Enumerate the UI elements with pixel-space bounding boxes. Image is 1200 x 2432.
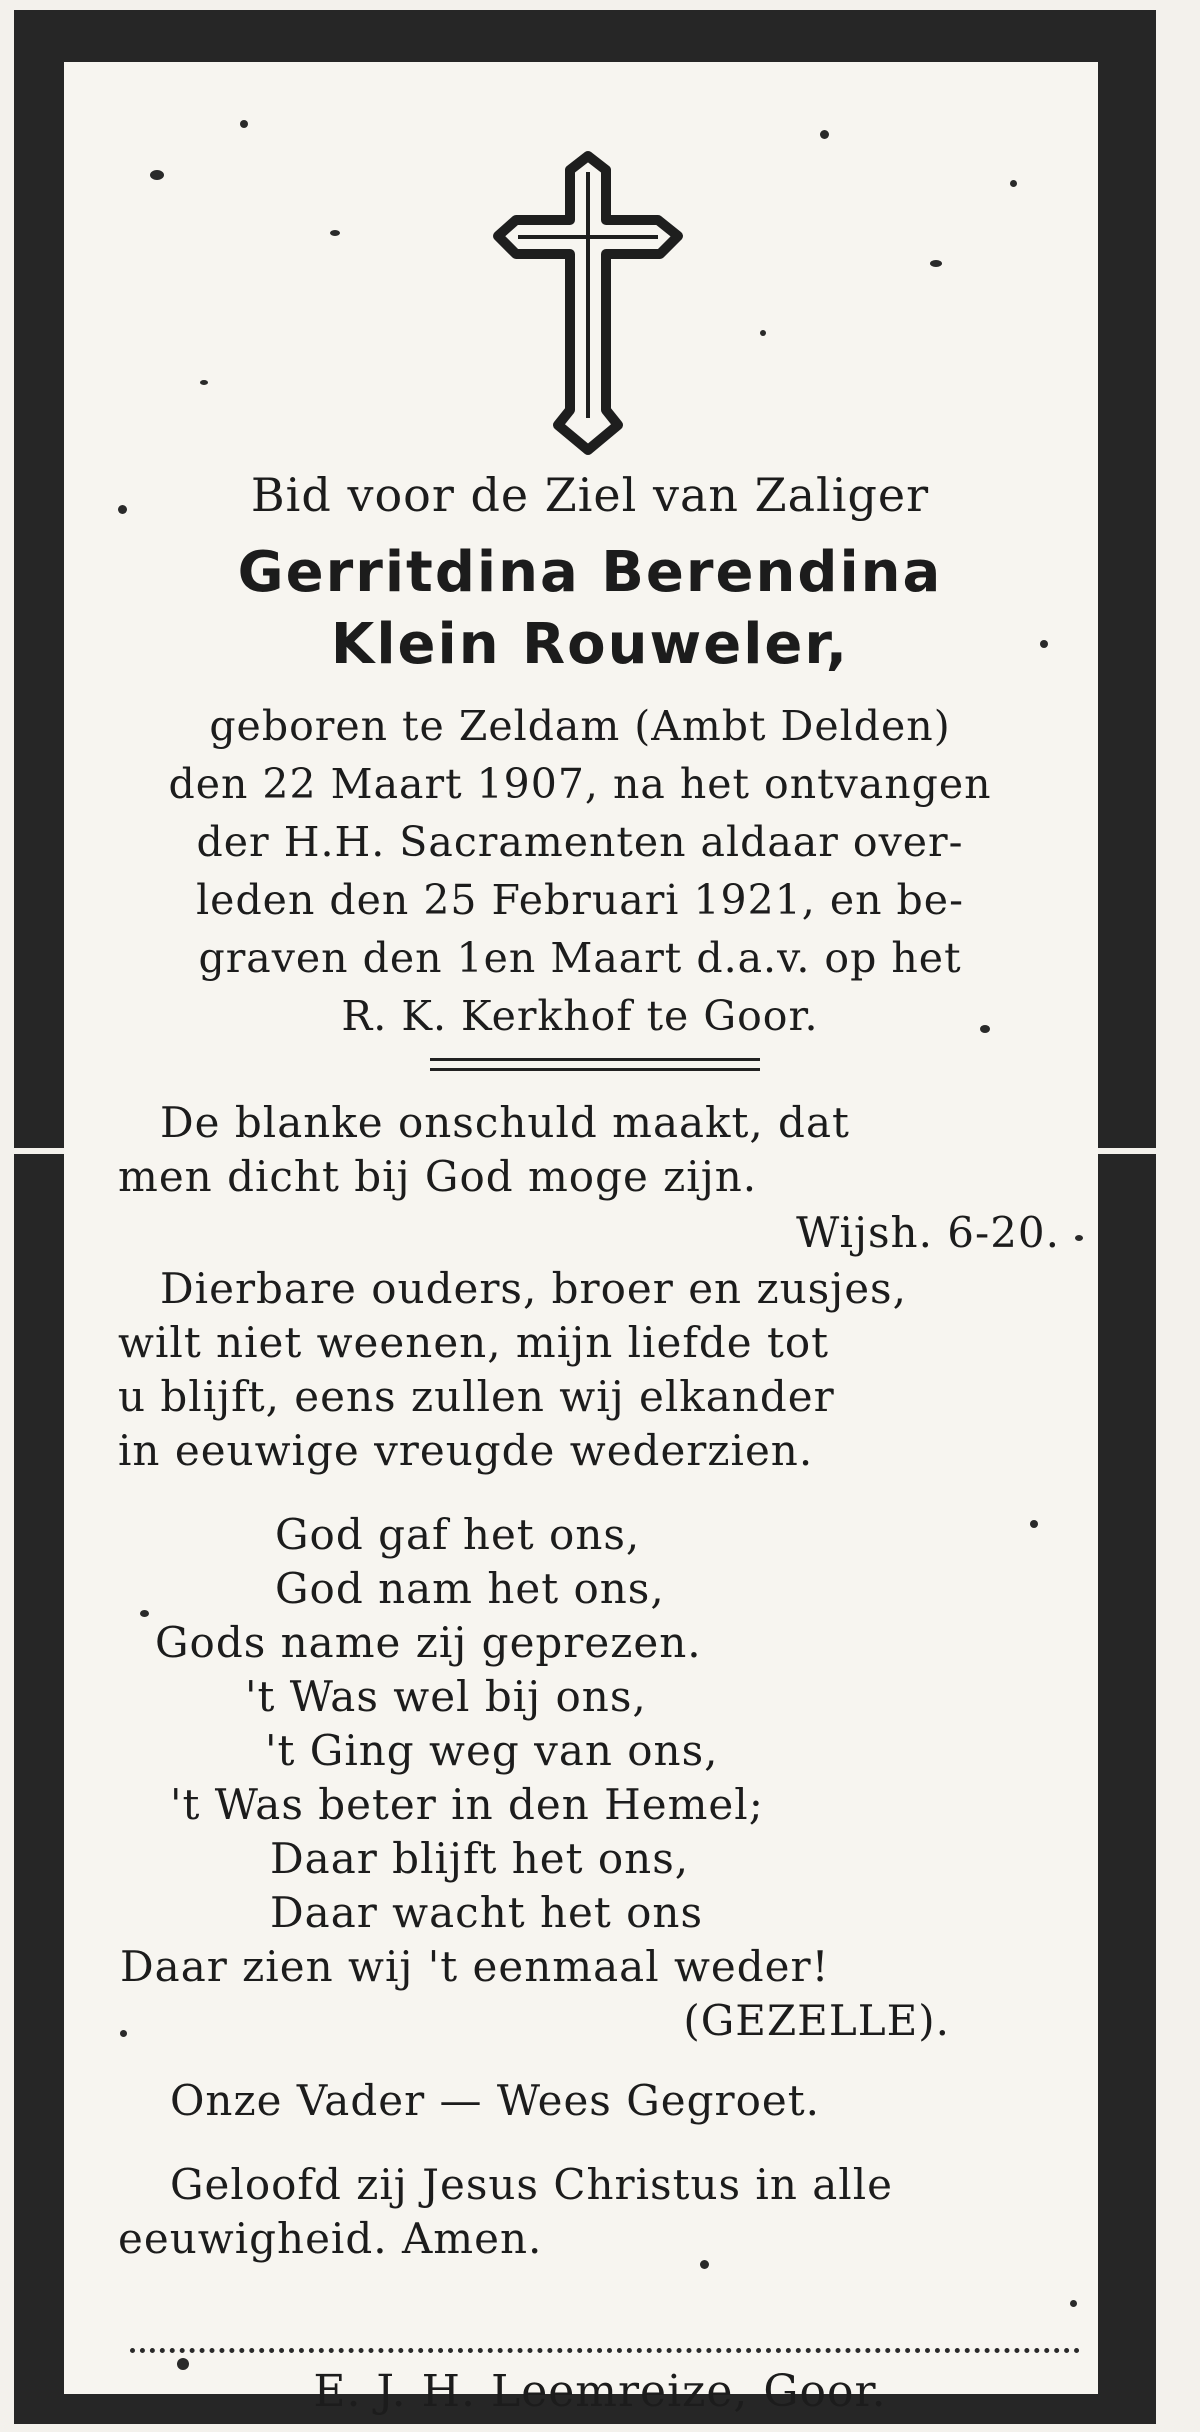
farewell-line: u blijft, eens zullen wij elkander xyxy=(118,1372,835,1421)
poem-author: (GEZELLE). xyxy=(683,1996,950,2045)
farewell-line: wilt niet weenen, mijn liefde tot xyxy=(118,1318,830,1367)
bio-line: geboren te Zeldam (Ambt Delden) xyxy=(209,702,951,750)
bio-line: leden den 25 Februari 1921, en be- xyxy=(196,876,964,924)
closing-line: eeuwigheid. Amen. xyxy=(118,2214,543,2263)
poem-line: Gods name zij geprezen. xyxy=(155,1618,702,1667)
border-crease-left xyxy=(14,1148,64,1154)
poem-line: 't Was wel bij ons, xyxy=(245,1672,647,1721)
poem-line: 't Was beter in den Hemel; xyxy=(170,1780,764,1829)
poem-line: 't Ging weg van ons, xyxy=(265,1726,719,1775)
bio-line: der H.H. Sacramenten aldaar over- xyxy=(196,818,964,866)
poem-line: Daar blijft het ons, xyxy=(270,1834,690,1883)
prayer-line: Onze Vader — Wees Gegroet. xyxy=(170,2076,820,2125)
divider-rule xyxy=(430,1068,760,1071)
mourning-border-top xyxy=(14,10,1156,62)
mourning-border-left xyxy=(14,10,64,2422)
cross-icon xyxy=(478,150,698,460)
bio-line: R. K. Kerkhof te Goor. xyxy=(341,992,819,1040)
bio-line: graven den 1en Maart d.a.v. op het xyxy=(198,934,962,982)
printer-credit: E. J. H. Leemreize, Goor. xyxy=(313,2366,887,2417)
bio-line: den 22 Maart 1907, na het ontvangen xyxy=(168,760,992,808)
verse-reference: Wijsh. 6-20. xyxy=(796,1208,1060,1257)
border-crease-right xyxy=(1098,1148,1156,1154)
mourning-border-right xyxy=(1098,10,1156,2422)
divider-rule xyxy=(430,1058,760,1061)
prayer-heading: Bid voor de Ziel van Zaliger xyxy=(250,468,930,522)
farewell-line: Dierbare ouders, broer en zusjes, xyxy=(160,1264,907,1313)
deceased-name-line2: Klein Rouweler, xyxy=(330,612,850,677)
poem-line: God nam het ons, xyxy=(275,1564,665,1613)
verse-line: De blanke onschuld maakt, dat xyxy=(160,1098,850,1147)
poem-line: God gaf het ons, xyxy=(275,1510,641,1559)
dotted-separator xyxy=(130,2348,1080,2353)
farewell-line: in eeuwige vreugde wederzien. xyxy=(118,1426,814,1475)
verse-line: men dicht bij God moge zijn. xyxy=(118,1152,758,1201)
closing-line: Geloofd zij Jesus Christus in alle xyxy=(170,2160,894,2209)
deceased-name-line1: Gerritdina Berendina xyxy=(237,540,943,605)
poem-line: Daar wacht het ons xyxy=(270,1888,703,1937)
poem-line: Daar zien wij 't eenmaal weder! xyxy=(120,1942,830,1991)
